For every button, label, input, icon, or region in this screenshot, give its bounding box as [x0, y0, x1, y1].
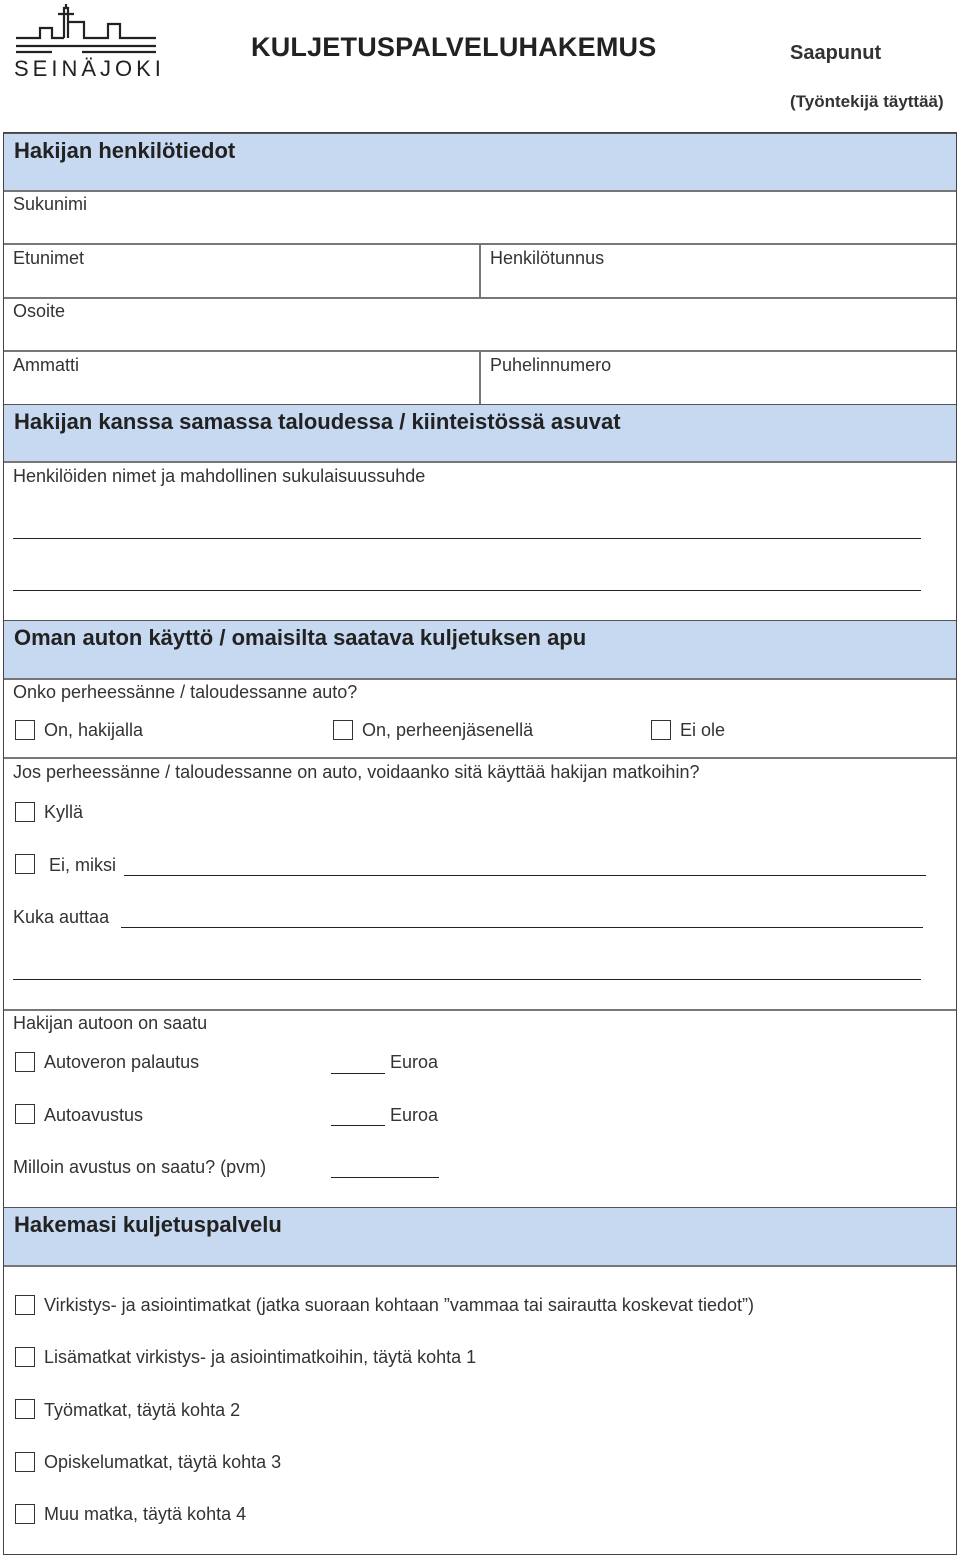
section-title-car: Oman auton käyttö / omaisilta saatava kuljetuksen apu [14, 625, 587, 650]
label-car-grant: Autoavustus [44, 1105, 144, 1125]
car-grant-amount-line[interactable] [331, 1125, 385, 1126]
column-divider [479, 244, 481, 297]
checkbox-car-applicant[interactable] [15, 720, 35, 740]
grant-date-question: Milloin avustus on saatu? (pvm) [13, 1157, 267, 1177]
checkbox-tax-refund[interactable] [15, 1052, 35, 1072]
surname-field[interactable]: Sukunimi [13, 194, 88, 214]
occupation-field[interactable]: Ammatti [13, 355, 80, 375]
column-divider [479, 351, 481, 404]
household-names-line-1[interactable] [13, 538, 921, 539]
has-car-question: Onko perheessänne / taloudessanne auto? [13, 682, 358, 702]
section-title-service: Hakemasi kuljetuspalvelu [14, 1212, 282, 1237]
checkbox-service-other[interactable] [15, 1504, 35, 1524]
household-names-line-2[interactable] [13, 590, 921, 591]
staff-fill-label: (Työntekijä täyttää) [790, 92, 944, 111]
divider [4, 678, 956, 680]
divider [4, 461, 956, 463]
address-field[interactable]: Osoite [13, 301, 66, 321]
form-frame [3, 132, 957, 1555]
label-car-use-yes: Kyllä [44, 802, 84, 822]
car-use-question: Jos perheessänne / taloudessanne on auto, voidaanko sitä käyttää hakijan matkoihin? [13, 762, 700, 782]
received-label: Saapunut [790, 42, 882, 64]
logo-wordmark: SEINÄJOKI [14, 56, 162, 81]
checkbox-service-study[interactable] [15, 1452, 35, 1472]
label-service-extra: Lisämatkat virkistys- ja asiointimatkoihin, täytä kohta 1 [44, 1347, 477, 1367]
checkbox-car-use-yes[interactable] [15, 802, 35, 822]
currency-label-1: Euroa [390, 1052, 439, 1072]
checkbox-service-work[interactable] [15, 1399, 35, 1419]
label-service-recreation: Virkistys- ja asiointimatkat (jatka suoraan kohtaan ”vammaa tai sairautta koskevat tiedot”) [44, 1295, 754, 1315]
car-support-label: Hakijan autoon on saatu [13, 1013, 208, 1033]
section-header-service [4, 1207, 956, 1265]
label-service-work: Työmatkat, täytä kohta 2 [44, 1400, 241, 1420]
section-title-applicant: Hakijan henkilötiedot [14, 138, 236, 163]
label-service-study: Opiskelumatkat, täytä kohta 3 [44, 1452, 282, 1472]
divider [4, 1265, 956, 1267]
phone-field[interactable]: Puhelinnumero [490, 355, 612, 375]
label-car-use-no: Ei, miksi [49, 855, 116, 875]
checkbox-service-extra[interactable] [15, 1347, 35, 1367]
form-title: KULJETUSPALVELUHAKEMUS [251, 32, 657, 62]
no-reason-line[interactable] [124, 875, 926, 876]
divider [4, 190, 956, 192]
checkbox-car-family[interactable] [333, 720, 353, 740]
divider [4, 757, 956, 759]
checkbox-car-use-no[interactable] [15, 854, 35, 874]
divider [4, 297, 956, 299]
firstnames-field[interactable]: Etunimet [13, 248, 85, 268]
label-car-family: On, perheenjäsenellä [362, 720, 534, 740]
label-car-none: Ei ole [680, 720, 726, 740]
label-tax-refund: Autoveron palautus [44, 1052, 200, 1072]
label-service-other: Muu matka, täytä kohta 4 [44, 1504, 247, 1524]
household-names-label: Henkilöiden nimet ja mahdollinen sukulaisuussuhde [13, 466, 426, 486]
currency-label-2: Euroa [390, 1105, 439, 1125]
tax-refund-amount-line[interactable] [331, 1073, 385, 1074]
checkbox-car-none[interactable] [651, 720, 671, 740]
seinajoki-logo [12, 2, 162, 87]
who-helps-line-1[interactable] [121, 927, 923, 928]
label-car-applicant: On, hakijalla [44, 720, 144, 740]
section-header-applicant [4, 133, 956, 190]
section-header-household [4, 404, 956, 461]
section-header-car [4, 620, 956, 678]
checkbox-service-recreation[interactable] [15, 1295, 35, 1315]
who-helps-line-2[interactable] [13, 979, 921, 980]
section-title-household: Hakijan kanssa samassa taloudessa / kiinteistössä asuvat [14, 409, 621, 434]
divider [4, 1009, 956, 1011]
who-helps-label: Kuka auttaa [13, 907, 110, 927]
ssn-field[interactable]: Henkilötunnus [490, 248, 605, 268]
checkbox-car-grant[interactable] [15, 1104, 35, 1124]
grant-date-line[interactable] [331, 1177, 439, 1178]
